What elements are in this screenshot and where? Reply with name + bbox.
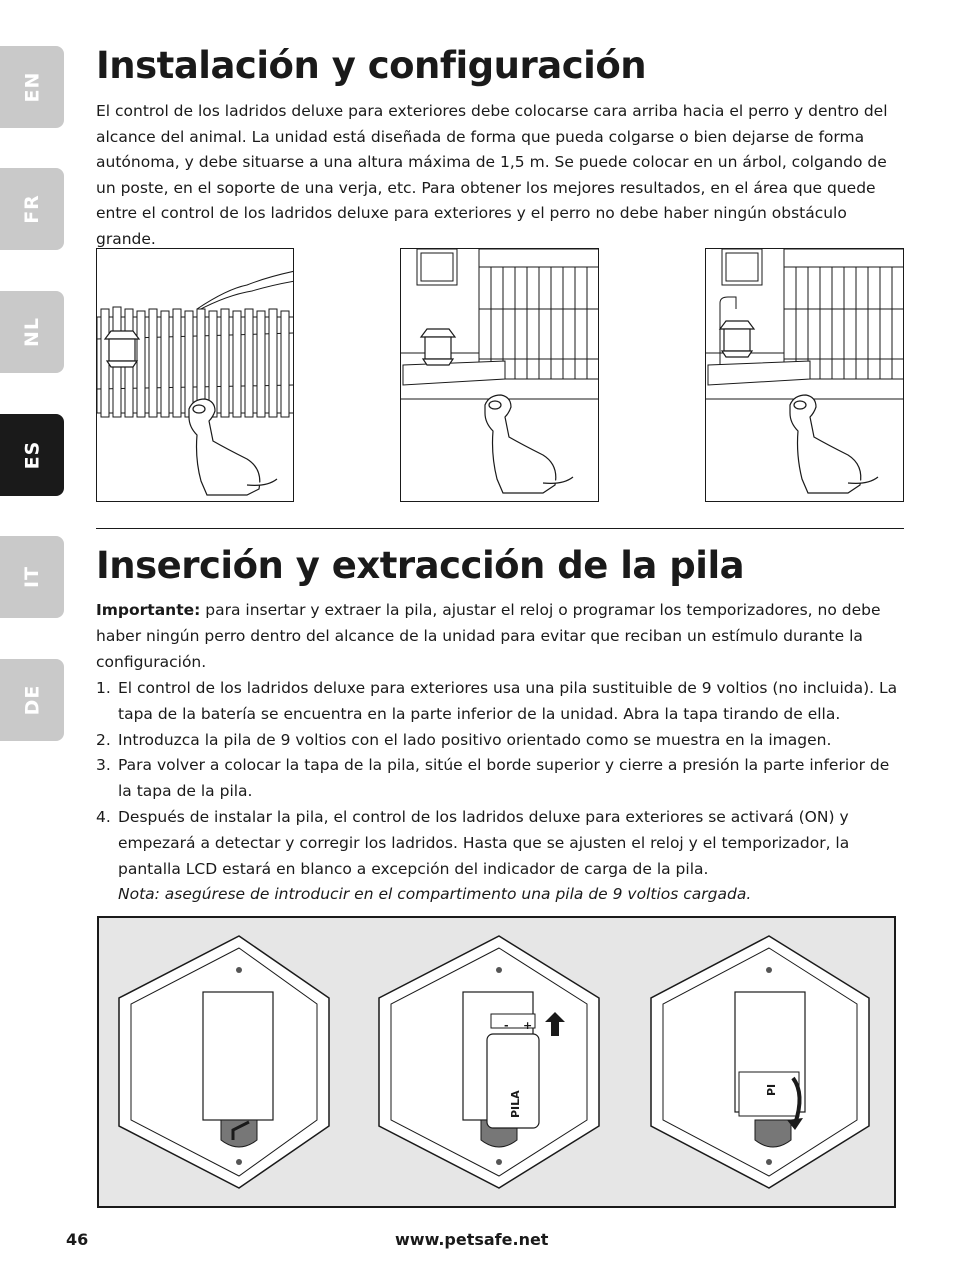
list-item — [96, 805, 908, 908]
battery-step-close-cover — [651, 936, 869, 1188]
step-number: 3. — [96, 756, 111, 775]
tab-en — [0, 46, 64, 128]
battery-step-insert — [379, 936, 599, 1188]
tab-nl — [0, 291, 64, 373]
step-text: El control de los ladridos deluxe para exteriores usa una pila sustituible de 9 voltios (no incluida). La tapa de la batería se encuentra en la parte inferior de la unidad. Abra la tapa tirando de ella. — [118, 679, 898, 723]
step-text: Para volver a colocar la tapa de la pila, sitúe el borde superior y cierre a presión la parte inferior de la tapa de la pila. — [118, 756, 890, 801]
tab-label: ES — [20, 440, 43, 470]
section1-title: Instalación y configuración — [96, 44, 647, 87]
steps-list — [96, 676, 908, 908]
footer-url: www.petsafe.net — [395, 1230, 549, 1249]
battery-illustration-panel — [97, 916, 896, 1208]
tab-label: NL — [20, 316, 43, 348]
tab-it — [0, 536, 64, 618]
step-number: 1. — [96, 679, 111, 697]
list-item — [96, 753, 908, 805]
tab-label: DE — [20, 684, 43, 716]
section2-title: Inserción y extracción de la pila — [96, 544, 745, 587]
list-item — [96, 676, 908, 728]
minus-sign: - — [504, 1019, 509, 1032]
battery-label: PILA — [509, 1090, 522, 1118]
step-number: 2. — [96, 730, 111, 749]
battery-label-partial: PI — [765, 1083, 778, 1096]
illustration-tree-mount — [96, 248, 294, 502]
tab-de — [0, 659, 64, 741]
important-text: para insertar y extraer la pila, ajustar el reloj o programar los temporizadores, no debe haber ningún perro dentro del alcance de la unidad para evitar que reciban un estímulo durante la configuración. — [96, 601, 881, 671]
step-number: 4. — [96, 807, 111, 826]
tab-label: EN — [20, 71, 43, 103]
section1-body: El control de los ladridos deluxe para exteriores debe colocarse cara arriba hacia el perro y dentro del alcance del animal. La unidad está diseñada de forma que pueda colgarse o bien dejarse de forma autónoma, y debe situarse a una altura máxima de 1,5 m. Se puede colocar en un árbol, colgando de un poste, en el soporte de una verja, etc. Para obtener los mejores resultados, en el área que quede entre el control de los ladridos deluxe para exteriores y el perro no debe haber ningún obstáculo grande. — [96, 102, 888, 248]
battery-step-open-cover — [119, 936, 329, 1188]
plus-sign: + — [523, 1019, 533, 1032]
tab-fr — [0, 168, 64, 250]
tab-label: IT — [21, 565, 43, 589]
step-text: Después de instalar la pila, el control de los ladridos deluxe para exteriores se activará (ON) y empezará a detectar y corregir los ladridos. Hasta que se ajusten el reloj y el temporizador, la pantalla LCD estará en blanco a excepción del indicador de carga de la pila. — [118, 807, 850, 878]
page-number: 46 — [66, 1230, 89, 1249]
list-item — [96, 728, 908, 754]
tab-label: FR — [20, 194, 43, 224]
note-text: Nota: asegúrese de introducir en el compartimento una pila de 9 voltios cargada. — [118, 885, 752, 904]
tab-es — [0, 414, 64, 496]
illustration-post-mount — [705, 248, 904, 502]
section-divider — [96, 528, 904, 529]
important-paragraph — [96, 598, 908, 675]
step-text: Introduzca la pila de 9 voltios con el lado positivo orientado como se muestra en la imagen. — [118, 730, 832, 749]
illustration-fence-mount — [400, 248, 599, 502]
important-label: Importante: — [96, 601, 201, 619]
